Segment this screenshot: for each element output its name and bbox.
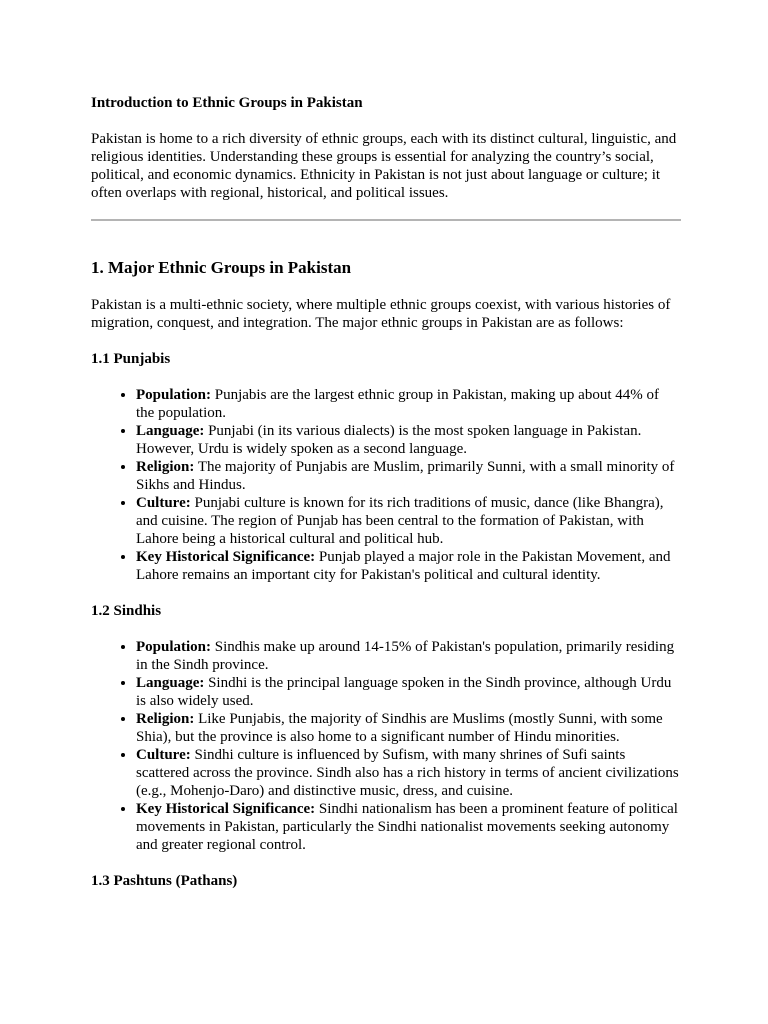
subsection-title-sindhis: 1.2 Sindhis <box>91 603 162 619</box>
intro-paragraph: Pakistan is home to a rich diversity of ethnic groups, each with its distinct cultural, linguistic, and religious identities. Understanding these groups is essential for analyzing the country’s social, political, and economic dynamics. Ethnicity in Pakistan is not just about language or culture; it often overlaps with regional, historical, and political issues. <box>91 131 677 201</box>
item-text: Punjabi (in its various dialects) is the most spoken language in Pakistan. However, Urdu is widely spoken as a second language. <box>136 423 642 457</box>
list-item <box>136 800 681 854</box>
sindhis-list <box>91 638 681 854</box>
list-item <box>136 674 681 710</box>
item-term: Key Historical Significance: <box>136 801 316 817</box>
item-text: Sindhi is the principal language spoken in the Sindh province, although Urdu is also widely used. <box>136 675 672 709</box>
intro-title: Introduction to Ethnic Groups in Pakistan <box>91 95 363 111</box>
list-item <box>136 494 681 548</box>
subsection-title-punjabis: 1.1 Punjabis <box>91 351 171 367</box>
item-term: Religion: <box>136 711 195 727</box>
list-item <box>136 422 681 458</box>
item-term: Culture: <box>136 747 191 763</box>
item-text: Sindhi nationalism has been a prominent feature of political movements in Pakistan, particularly the Sindhi nationalist movements seeking autonomy and greater regional control. <box>136 801 678 853</box>
item-term: Language: <box>136 675 205 691</box>
item-text: Punjab played a major role in the Pakistan Movement, and Lahore remains an important city for Pakistan's political and cultural identity. <box>136 549 671 583</box>
list-item <box>136 746 681 800</box>
item-term: Population: <box>136 387 212 403</box>
list-item <box>136 458 681 494</box>
section-title: 1. Major Ethnic Groups in Pakistan <box>91 258 352 277</box>
list-item <box>136 710 681 746</box>
item-text: Punjabi culture is known for its rich traditions of music, dance (like Bhangra), and cuisine. The region of Punjab has been central to the formation of Pakistan, with Lahore being a historical cultural and political hub. <box>136 495 664 547</box>
item-text: Sindhi culture is influenced by Sufism, with many shrines of Sufi saints scattered across the province. Sindh also has a rich history in terms of ancient civilizations (e.g., Mohenjo-Daro) and distinctive music, dress, and cuisine. <box>136 747 679 799</box>
item-term: Religion: <box>136 459 195 475</box>
item-text: Punjabis are the largest ethnic group in Pakistan, making up about 44% of the population. <box>136 387 659 421</box>
document-content <box>91 94 681 890</box>
list-item <box>136 638 681 674</box>
horizontal-divider <box>91 219 681 221</box>
item-text: The majority of Punjabis are Muslim, primarily Sunni, with a small minority of Sikhs and Hindus. <box>136 459 675 493</box>
list-item <box>136 548 681 584</box>
section-paragraph: Pakistan is a multi-ethnic society, where multiple ethnic groups coexist, with various histories of migration, conquest, and integration. The major ethnic groups in Pakistan are as follows: <box>91 297 671 331</box>
item-term: Population: <box>136 639 212 655</box>
list-item <box>136 386 681 422</box>
item-term: Language: <box>136 423 205 439</box>
punjabis-list <box>91 386 681 584</box>
item-term: Culture: <box>136 495 191 511</box>
item-text: Like Punjabis, the majority of Sindhis are Muslims (mostly Sunni, with some Shia), but the province is also home to a significant number of Hindu minorities. <box>136 711 663 745</box>
item-term: Key Historical Significance: <box>136 549 316 565</box>
subsection-title-pashtuns: 1.3 Pashtuns (Pathans) <box>91 873 238 889</box>
item-text: Sindhis make up around 14-15% of Pakistan's population, primarily residing in the Sindh province. <box>136 639 675 673</box>
